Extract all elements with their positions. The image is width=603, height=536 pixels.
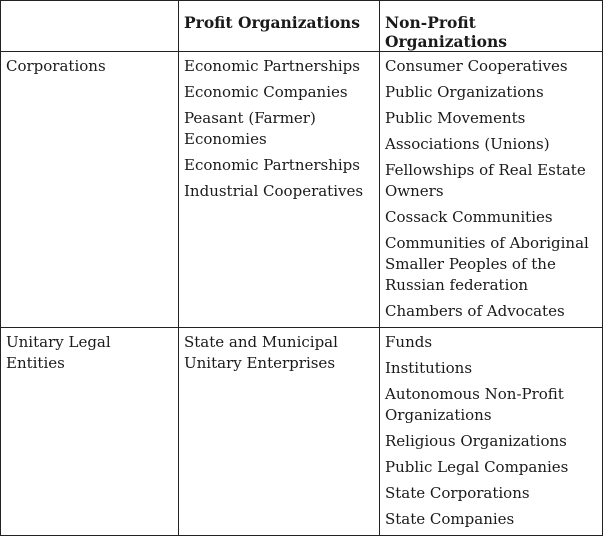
- list-item: Institutions: [385, 359, 473, 377]
- list-item: Chambers of Advocates: [385, 302, 565, 320]
- nonprofit-cell: [380, 328, 603, 536]
- nonprofit-list: [385, 56, 597, 322]
- profit-list: [184, 332, 374, 374]
- row-label: Unitary Legal Entities: [6, 333, 111, 372]
- profit-cell: [179, 52, 380, 328]
- list-item: Fellowships of Real Estate Owners: [385, 161, 586, 200]
- list-item: Public Movements: [385, 109, 526, 127]
- header-row: [1, 1, 603, 52]
- list-item: Funds: [385, 333, 433, 351]
- nonprofit-cell: [380, 52, 603, 328]
- list-item: Public Legal Companies: [385, 458, 569, 476]
- list-item: Autonomous Non-Profit Organizations: [385, 385, 564, 424]
- list-item: Associations (Unions): [385, 135, 550, 153]
- profit-cell: [179, 328, 380, 536]
- list-item: State Corporations: [385, 484, 530, 502]
- nonprofit-list: [385, 332, 597, 530]
- list-item: Communities of Aboriginal Smaller Peoples of the Russian federation: [385, 234, 589, 294]
- list-item: State Companies: [385, 510, 515, 528]
- list-item: Industrial Cooperatives: [184, 182, 364, 200]
- list-item: Economic Companies: [184, 83, 348, 101]
- row-label-cell: [1, 328, 179, 536]
- list-item: Religious Organizations: [385, 432, 567, 450]
- row-label-cell: [1, 52, 179, 328]
- list-item: Consumer Cooperatives: [385, 57, 568, 75]
- list-item: Cossack Communities: [385, 208, 553, 226]
- table-row-corporations: [1, 52, 603, 328]
- list-item: Economic Partnerships: [184, 57, 360, 75]
- header-nonprofit-organizations: Non-Profit Organizations: [380, 1, 603, 52]
- row-label: Corporations: [6, 57, 106, 75]
- list-item: Economic Partnerships: [184, 156, 360, 174]
- list-item: State and Municipal Unitary Enterprises: [184, 333, 338, 372]
- profit-list: [184, 56, 374, 202]
- list-item: Public Organizations: [385, 83, 544, 101]
- list-item: Peasant (Farmer) Economies: [184, 109, 316, 148]
- header-empty-cell: [1, 1, 179, 52]
- table-row-unitary-legal-entities: [1, 328, 603, 536]
- header-profit-organizations: Profit Organizations: [179, 1, 380, 52]
